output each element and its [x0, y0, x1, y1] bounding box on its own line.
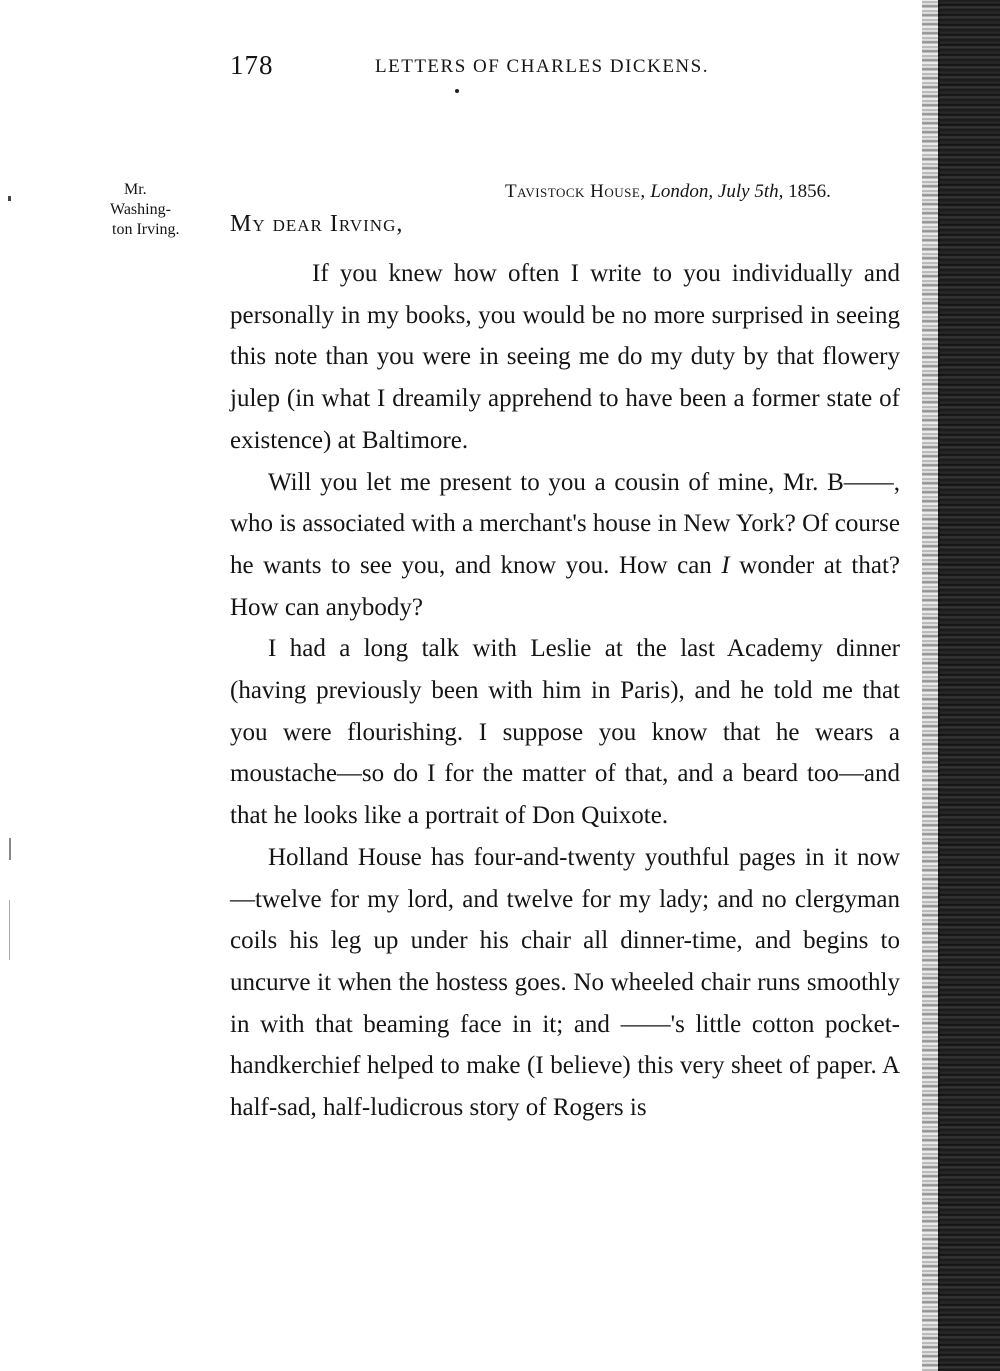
paragraph: Holland House has four-and-twenty youthful pages in it now—twelve for my lord, and twelve for my lady; and no clergyman coils his leg up under his chair all dinner-time, and begins to uncurve it when the hostess goes. No wheeled chair runs smoothly in with that beaming face in it; and ——'s little cotton pocket-handkerchief helped to make (I believe) this very sheet of paper. A half-sad, half-ludicrous story of Rogers is — [230, 843, 900, 1122]
margin-note — [110, 180, 220, 240]
margin-note-line: Washing- — [110, 201, 171, 218]
dateline-city: London, — [650, 181, 714, 202]
scan-speck — [9, 900, 10, 960]
dateline-place: Tavistock House, — [505, 181, 646, 202]
letter-dateline — [505, 181, 935, 203]
emphasis: I — [721, 551, 730, 579]
paragraph: If you knew how often I write to you individually and personally in my books, you would be no more surprised in seeing this note than you were in seeing me do my duty by that flowery julep (in what I dreamily apprehend to have been a former state of existence) at Baltimore. — [230, 260, 900, 454]
dateline-date: July 5th, — [717, 181, 784, 202]
scan-speck — [8, 196, 11, 201]
print-speck — [455, 89, 459, 93]
letter-salutation: My dear Irving, — [230, 211, 404, 237]
margin-note-line: Mr. — [124, 181, 147, 198]
running-head — [230, 50, 790, 86]
paragraph-text: wonder at that? How can anybody? — [230, 551, 900, 621]
letter-body — [230, 253, 900, 1129]
paragraph-text: Will you let me present to you a cousin of mine, Mr. B——, who is associated with a merchant's house in New York? Of course he wants to see you, and know you. How can — [230, 468, 900, 579]
running-title: LETTERS OF CHARLES DICKENS. — [375, 56, 709, 77]
margin-note-line: ton Irving. — [112, 221, 180, 238]
page-number: 178 — [230, 50, 274, 80]
scan-speck — [9, 838, 11, 860]
scan-binding-edge — [938, 0, 1000, 1371]
dateline-year: 1856. — [788, 181, 831, 202]
paragraph: I had a long talk with Leslie at the last Academy dinner (having previously been with him in Paris), and he told me that you were flourishing. I suppose you know that he wears a moustache—so do I for the matter of that, and a beard too—and that he looks like a portrait of Don Quixote. — [230, 635, 900, 830]
paragraph — [230, 462, 900, 629]
